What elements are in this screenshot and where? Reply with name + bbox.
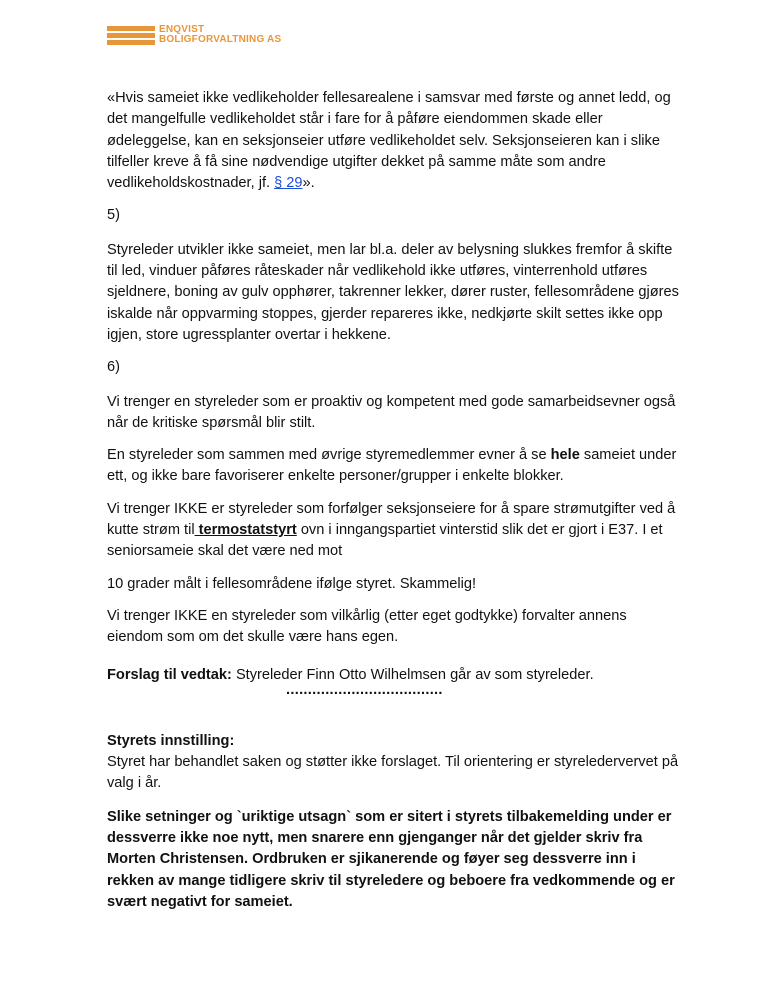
paragraph-6a: Vi trenger en styreleder som er proaktiv og kompetent med gode samarbeidsevner også når de kritiske spørsmål blir stilt.	[107, 393, 676, 431]
paragraph-6c	[107, 499, 679, 563]
proposal-text: Styreleder Finn Otto Wilhelmsen går av som styreleder.	[231, 666, 594, 683]
separator-dots: ....................................	[286, 682, 443, 698]
para-6b-start: En styreleder som sammen med øvrige styremedlemmer evner å se	[107, 447, 551, 464]
para-6c-end: ovn i inngangspartiet vinterstid slik det er gjort i E37. I et seniorsameie skal det være ned mot	[107, 522, 663, 560]
para-6c-start: Vi trenger IKKE er styreleder som forfølger seksjonseiere for å spare strømutgifter ved å kutte strøm til	[107, 500, 676, 539]
logo-text	[159, 25, 281, 45]
quote-end: ».	[302, 175, 315, 192]
para-6c-bold: termostatstyrt	[194, 522, 297, 539]
quote-text: «Hvis sameiet ikke vedlikeholder fellesarealene i samsvar med første og annet ledd, og det mangelfulle vedlikeholdet står i fare for å påføre eiendommen skade eller ødeleggelse, kan en seksjonseier utføre vedlikeholdet selv. Seksjonseieren kan i slike tilfeller kreve å få sine nødvendige utgifter dekket på samme måte som andre vedlikeholdskostnader, jf.	[107, 90, 671, 192]
para-6b-bold: hele	[550, 447, 580, 464]
logo-line-2: BOLIGFORVALTNING AS	[159, 34, 282, 45]
company-logo	[107, 24, 281, 46]
item-number-5: 5)	[107, 207, 120, 224]
para-6b-end: sameiet under ett, og ikke bare favoriserer enkelte personer/grupper i enkelte blokker.	[107, 447, 677, 485]
paragraph-5: Styreleder utvikler ikke sameiet, men lar bl.a. deler av belysning slukkes fremfor å skifte til led, vinduer påføres råteskader når vedlikehold ikke utføres, vinterrenhold utføres sjeldnere, boning av gulv opphører, takrenner lekker, dører ruster, fellesområdene gjøres iskalde når oppvarming stoppes, gjerder repareres ikke, nedkjørte skilt settes ikke opp igjen, store ugressplanter overtar i hekkene.	[107, 241, 679, 343]
proposal-label: Forslag til vedtak:	[107, 666, 232, 683]
paragraph-6e: Vi trenger IKKE en styreleder som vilkårlig (etter eget godtykke) forvalter annens eiendom som om det skulle være hans egen.	[107, 607, 627, 646]
item-number-6: 6)	[107, 359, 120, 376]
document-body	[107, 88, 679, 913]
paragraph-6d: 10 grader målt i fellesområdene ifølge styret. Skammelig!	[107, 575, 477, 592]
section-29-link[interactable]: § 29	[274, 175, 303, 192]
logo-line-1: ENQVIST	[159, 24, 205, 35]
paragraph-6b	[107, 445, 679, 488]
closing-paragraph: Slike setninger og `uriktige utsagn` som er sitert i styrets tilbakemelding under er dessverre ikke noe nytt, men snarere enn gjenganger når det gjelder skriv fra Morten Christensen. Ordbruken er sjikanerende og føyer seg dessverre inn i rekken av mange tidligere skriv til styreledere og beboere fra vedkommende og er svært negativt for sameiet.	[107, 808, 675, 910]
board-text: Styret har behandlet saken og støtter ikke forslaget. Til orientering er styreledervervet på valg i år.	[107, 754, 679, 792]
board-heading: Styrets innstilling:	[107, 732, 235, 749]
logo-mark-icon	[107, 25, 155, 45]
quote-paragraph	[107, 88, 679, 194]
